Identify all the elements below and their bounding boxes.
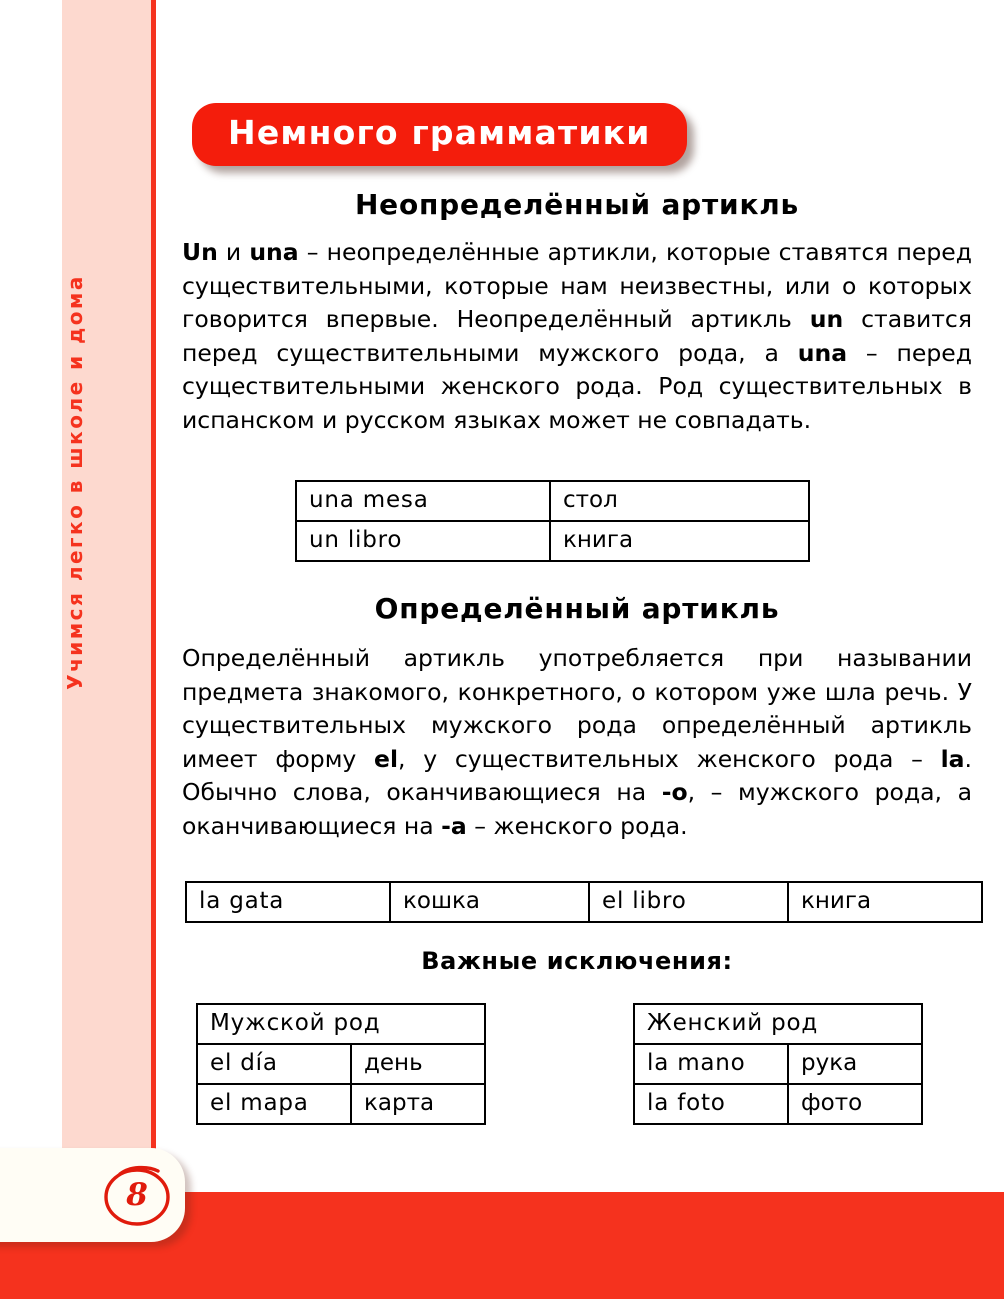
cell-spanish: la foto xyxy=(634,1084,788,1124)
banner-title: Немного грамматики xyxy=(228,113,651,152)
heading-important-exceptions: Важные исключения: xyxy=(421,947,733,975)
table-row xyxy=(296,481,809,521)
heading-definite-article: Определённый артикль xyxy=(374,592,780,625)
cell-spanish: una mesa xyxy=(296,481,550,521)
page-number-badge xyxy=(100,1160,174,1230)
cell-russian: день xyxy=(351,1044,485,1084)
series-title-vertical: Учимся легко в школе и дома xyxy=(63,274,87,690)
table-row xyxy=(197,1044,485,1084)
table-feminine-exceptions xyxy=(633,1003,923,1125)
paragraph-definite-article: Определённый артикль употребляется при назывании предмета знакомого, конкретного, о котором уже шла речь. У существительных мужского рода определённый артикль имеет форму el, у существительных женского рода – la. Обычно слова, оканчивающиеся на -о, – мужского рода, а оканчивающиеся на -а – женского рода. xyxy=(182,644,972,840)
table-row xyxy=(634,1084,922,1124)
table-row xyxy=(634,1044,922,1084)
side-divider-rule xyxy=(151,0,156,1192)
cell-russian: рука xyxy=(788,1044,922,1084)
table-header-feminine: Женский род xyxy=(634,1004,922,1044)
page-number-value: 8 xyxy=(126,1177,148,1213)
table-definite-examples xyxy=(185,881,983,923)
table-header-row xyxy=(634,1004,922,1044)
table-row xyxy=(197,1084,485,1124)
heading-indefinite-article: Неопределённый артикль xyxy=(354,188,800,221)
cell-russian-1: кошка xyxy=(390,882,589,922)
cell-spanish: el día xyxy=(197,1044,351,1084)
cell-spanish-2: el libro xyxy=(589,882,788,922)
table-row xyxy=(186,882,982,922)
cell-spanish: la mano xyxy=(634,1044,788,1084)
cell-russian: стол xyxy=(550,481,809,521)
cell-russian: фото xyxy=(788,1084,922,1124)
paragraph-indefinite-article: Un и una – неопределённые артикли, которые ставятся перед существительными, которые нам неизвестны, или о которых говорится впервые. Неопределённый артикль un ставится перед существительными мужского рода, а una – перед существительными женского рода. Род существительных в испанском и русском языках может не совпадать. xyxy=(182,238,972,434)
table-header-masculine: Мужской род xyxy=(197,1004,485,1044)
section-banner xyxy=(192,103,687,166)
table-masculine-exceptions xyxy=(196,1003,486,1125)
cell-spanish-1: la gata xyxy=(186,882,390,922)
table-indefinite-examples xyxy=(295,480,810,562)
table-row xyxy=(296,521,809,561)
cell-spanish: el mapa xyxy=(197,1084,351,1124)
table-header-row xyxy=(197,1004,485,1044)
cell-russian: книга xyxy=(550,521,809,561)
cell-russian-2: книга xyxy=(788,882,982,922)
cell-russian: карта xyxy=(351,1084,485,1124)
cell-spanish: un libro xyxy=(296,521,550,561)
